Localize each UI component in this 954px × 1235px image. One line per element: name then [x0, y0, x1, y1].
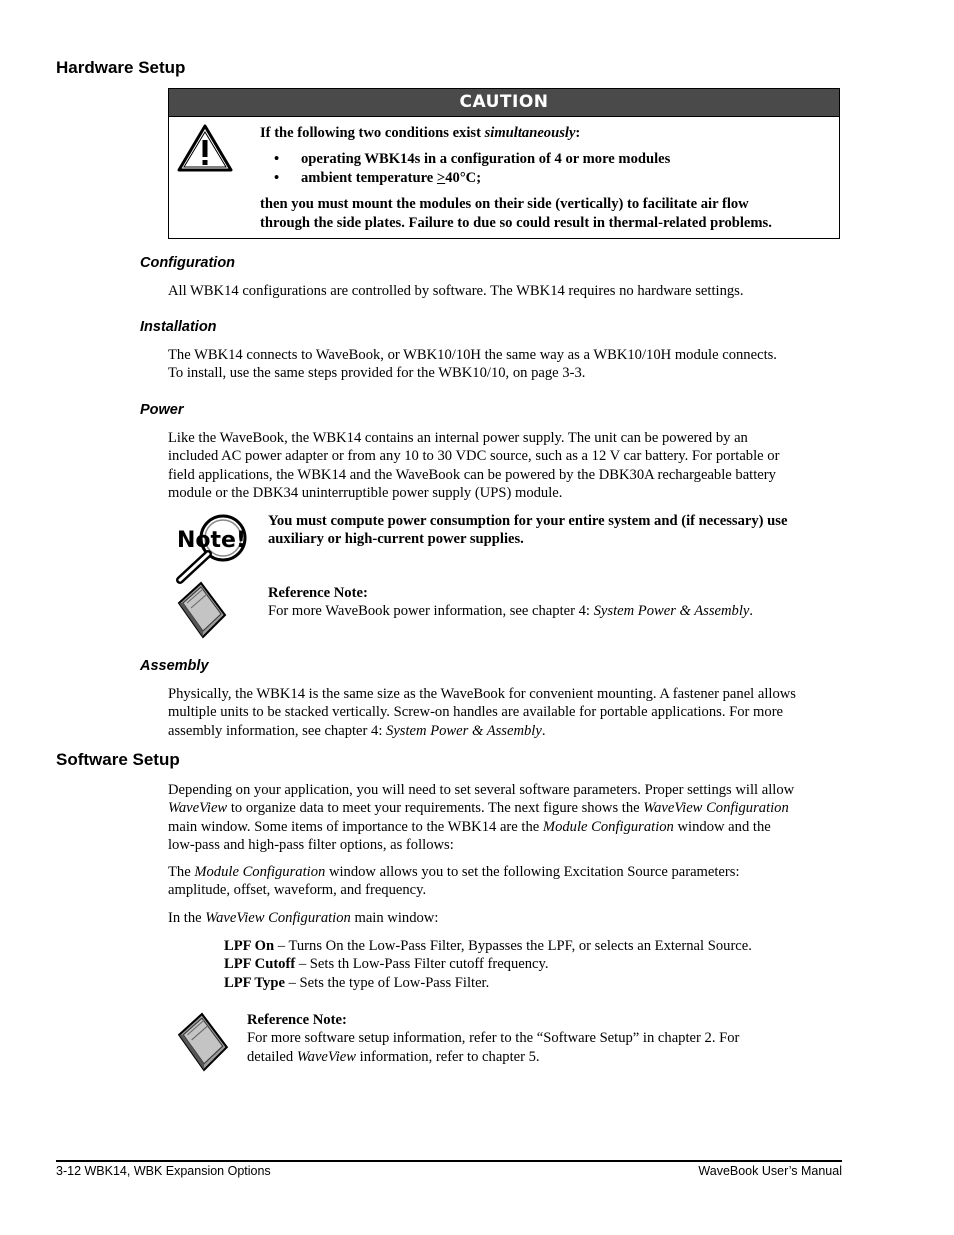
- caution-then-line-1: then you must mount the modules on their side (vertically) to facilitate air flow: [260, 196, 749, 213]
- reference-book-icon: [175, 581, 229, 639]
- lpf-type-term: LPF Type: [224, 974, 285, 991]
- subheading-configuration: Configuration: [140, 255, 236, 271]
- software-paragraph-2: [168, 863, 740, 900]
- software-p1-l3-emphasis: Module Configuration: [542, 818, 674, 835]
- power-ref-prefix: For more WaveBook power information, see chapter 4:: [268, 603, 594, 620]
- caution-bullet-1: • operating WBK14s in a configuration of 4 or more modules: [260, 150, 835, 168]
- subheading-assembly: Assembly: [140, 658, 209, 674]
- software-p1-line-3: [168, 818, 794, 836]
- subheading-power: Power: [140, 402, 184, 418]
- note-magnifier-icon: [174, 512, 250, 584]
- caution-bullet-2-value: 40°C;: [445, 169, 482, 186]
- lpf-option-on: [224, 937, 752, 955]
- software-p1-l3-prefix: main window. Some items of importance to the WBK14 are the: [168, 818, 543, 835]
- caution-intro-suffix: :: [575, 125, 581, 141]
- software-p2-line-2: amplitude, offset, waveform, and frequency.: [168, 882, 427, 899]
- power-ref-suffix: .: [749, 603, 754, 620]
- power-text: [168, 429, 779, 503]
- software-ref-l2-prefix: detailed: [247, 1048, 297, 1065]
- lpf-on-term: LPF On: [224, 938, 275, 954]
- footer-right: WaveBook User’s Manual: [698, 1164, 842, 1178]
- installation-line-2: To install, use the same steps provided for the WBK10/10, on page 3-3.: [168, 365, 586, 382]
- caution-then-line-2: through the side plates. Failure to due so could result in thermal-related problems.: [260, 214, 772, 231]
- power-line-4: module or the DBK34 uninterruptible power supply (UPS) module.: [168, 485, 563, 502]
- assembly-line-3-prefix: assembly information, see chapter 4:: [168, 722, 387, 739]
- software-p1-emph-config: WaveView Configuration: [643, 800, 789, 817]
- assembly-text: [168, 685, 796, 740]
- installation-text: [168, 346, 777, 383]
- power-ref-text: [268, 602, 753, 620]
- software-p3-prefix: In the: [168, 910, 206, 926]
- software-p2-prefix: The: [168, 864, 195, 880]
- lpf-type-desc: – Sets the type of Low-Pass Filter.: [284, 974, 490, 991]
- software-p3-suffix: main window:: [350, 910, 439, 926]
- software-p1-line-1: Depending on your application, you will need to set several software parameters. Proper settings will allow: [168, 782, 795, 798]
- lpf-option-type: [224, 974, 752, 992]
- software-p2-line-1: [168, 863, 740, 881]
- footer-left: 3-12 WBK14, WBK Expansion Options: [56, 1164, 271, 1178]
- software-p1-mid: to organize data to meet your requirements. The next figure shows the: [227, 800, 644, 817]
- lpf-option-cutoff: [224, 955, 752, 973]
- software-ref-l2-suffix: information, refer to chapter 5.: [356, 1048, 540, 1065]
- reference-book-icon-2: [174, 1012, 232, 1072]
- caution-bullet-2-symbol: >: [436, 169, 446, 186]
- power-line-2: included AC power adapter or from any 10 to 30 VDC source, such as a 12 V car battery. For portable or: [168, 448, 780, 465]
- footer-rule: [56, 1160, 842, 1162]
- caution-intro-emphasis: simultaneously: [484, 125, 576, 141]
- subheading-installation: Installation: [140, 319, 217, 335]
- assembly-line-2: multiple units to be stacked vertically. Screw-on handles are available for portable applications. For more: [168, 704, 784, 721]
- software-p2-emphasis: Module Configuration: [194, 864, 326, 880]
- software-p1-l3-suffix: window and the: [673, 818, 771, 835]
- note-icon-text: Note!: [177, 528, 246, 553]
- software-paragraph-3: [168, 909, 438, 927]
- software-paragraph-1: [168, 781, 794, 855]
- software-ref-line-2: [247, 1048, 739, 1066]
- assembly-line-3-suffix: .: [541, 722, 546, 739]
- section-heading-hardware-setup: Hardware Setup: [56, 58, 186, 77]
- software-ref-line-1: For more software setup information, refer to the “Software Setup” in chapter 2. For: [247, 1030, 740, 1047]
- lpf-on-desc: – Turns On the Low-Pass Filter, Bypasses the LPF, or selects an External Source.: [274, 938, 752, 954]
- lpf-cutoff-desc: – Sets th Low-Pass Filter cutoff frequency.: [295, 956, 549, 973]
- installation-line-1: The WBK14 connects to WaveBook, or WBK10/10H the same way as a WBK10/10H module connects.: [168, 347, 777, 363]
- power-note-line-1: You must compute power consumption for your entire system and (if necessary) use: [268, 513, 788, 529]
- power-reference-note: [268, 584, 753, 621]
- power-note: [268, 512, 787, 549]
- power-line-1: Like the WaveBook, the WBK14 contains an internal power supply. The unit can be powered by an: [168, 430, 748, 446]
- warning-triangle-icon: [176, 123, 234, 173]
- assembly-line-3-emphasis: System Power & Assembly: [386, 722, 542, 739]
- software-p3-emphasis: WaveView Configuration: [205, 910, 351, 926]
- assembly-line-1: Physically, the WBK14 is the same size as the WaveBook for convenient mounting. A fastener panel allows: [168, 686, 796, 702]
- software-p1-line-2: [168, 799, 794, 817]
- caution-box: [168, 88, 840, 239]
- power-line-3: field applications, the WBK14 and the WaveBook can be powered by the DBK30A rechargeable battery: [168, 466, 776, 483]
- assembly-line-3: [168, 722, 796, 740]
- power-ref-title: Reference Note:: [268, 585, 368, 601]
- caution-text: [260, 124, 835, 232]
- caution-bullet-2: [260, 169, 835, 187]
- software-p1-line-4: low-pass and high-pass filter options, as follows:: [168, 837, 454, 854]
- caution-intro: [260, 124, 835, 142]
- caution-intro-prefix: If the following two conditions exist: [260, 125, 485, 141]
- caution-bullet-2-text: ambient temperature: [301, 169, 437, 186]
- software-ref-l2-emphasis: WaveView: [296, 1048, 357, 1065]
- software-p2-suffix: window allows you to set the following Excitation Source parameters:: [325, 864, 740, 880]
- lpf-cutoff-term: LPF Cutoff: [224, 956, 296, 973]
- configuration-text: All WBK14 configurations are controlled by software. The WBK14 requires no hardware settings.: [168, 283, 744, 299]
- software-ref-title: Reference Note:: [247, 1012, 347, 1028]
- software-reference-note: [247, 1011, 739, 1066]
- lpf-options-list: [224, 937, 752, 992]
- software-p1-emph-wave: WaveView: [168, 800, 228, 817]
- caution-conditions-list: [260, 150, 835, 187]
- section-heading-software-setup: Software Setup: [56, 750, 180, 769]
- power-ref-emphasis: System Power & Assembly: [593, 603, 750, 620]
- power-note-line-2: auxiliary or high-current power supplies.: [268, 531, 524, 548]
- caution-header: CAUTION: [169, 89, 839, 117]
